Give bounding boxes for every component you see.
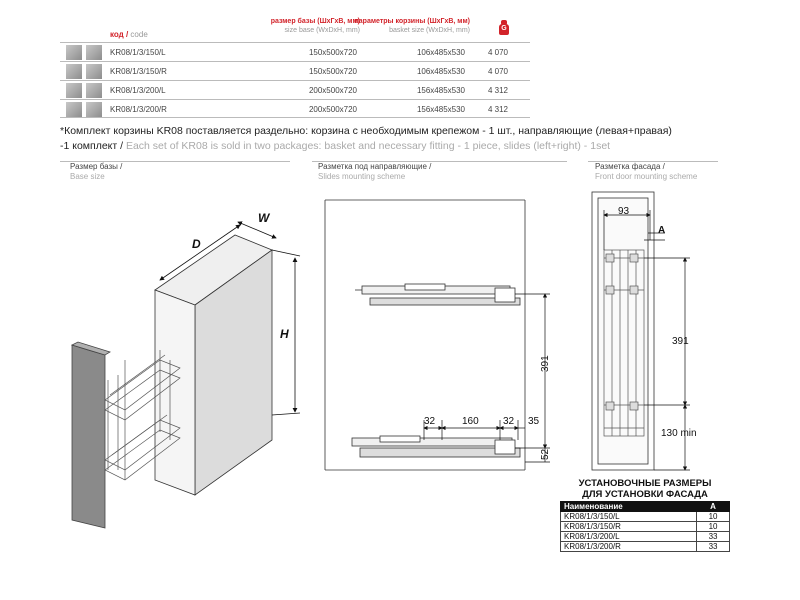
install-name: KR08/1/3/200/R (561, 542, 697, 552)
install-table (560, 501, 730, 552)
install-name: KR08/1/3/150/R (561, 522, 697, 532)
base-header-ru: размер базы (ШхГхВ, мм) (270, 18, 360, 25)
base-size-caption-en: Base size (70, 172, 105, 181)
dim-label-h: H (280, 327, 289, 341)
price-icon-letter: G (501, 25, 507, 32)
basket-header-ru: параметры корзины (ШхГхВ, мм) (354, 18, 470, 25)
note-en: Each set of KR08 is sold in two packages: basket and necessary fitting - 1 piece, slides (left+right) - 1set (125, 140, 611, 152)
code-header-ru: код / (110, 30, 129, 39)
install-a-value: 10 (697, 512, 730, 522)
table-row (561, 522, 730, 532)
install-col-name: Наименование (561, 502, 697, 512)
product-code: KR08/1/3/150/R (110, 67, 167, 76)
basket-header-en: basket size (WxDxH, mm) (389, 27, 470, 34)
base-size: 200x500x720 (308, 86, 357, 95)
install-a-value: 10 (697, 522, 730, 532)
slides-dim-391: 391 (540, 355, 551, 372)
install-a-value: 33 (697, 532, 730, 542)
base-size: 150x500x720 (308, 67, 357, 76)
base-size: 200x500x720 (308, 105, 357, 114)
slides-caption-en: Slides mounting scheme (318, 172, 406, 181)
product-code: KR08/1/3/200/R (110, 105, 167, 114)
basket-size: 106x485x530 (416, 48, 465, 57)
note-ru-line2: -1 комплект / (60, 140, 126, 152)
slides-dim-32-right: 32 (503, 416, 515, 427)
front-dim-391: 391 (672, 336, 689, 347)
slides-caption-ru: Разметка под направляющие / (318, 162, 432, 171)
product-code: KR08/1/3/150/L (110, 48, 166, 57)
install-col-a: A (697, 502, 730, 512)
front-caption-en: Front door mounting scheme (595, 172, 698, 181)
dim-label-w: W (258, 211, 270, 225)
basket-size: 156x485x530 (416, 105, 465, 114)
slides-dim-160: 160 (462, 416, 479, 427)
note-ru-line1: *Комплект корзины KR08 поставляется раздельно: корзина с необходимым крепежом - 1 шт., направляющие (левая+правая) (60, 125, 672, 137)
front-dim-93: 93 (618, 206, 630, 217)
install-a-value: 33 (697, 542, 730, 552)
price: 4 070 (487, 67, 508, 76)
install-name: KR08/1/3/150/L (561, 512, 697, 522)
slides-drawing (325, 200, 550, 470)
base-size-drawing (72, 222, 300, 528)
dim-label-d: D (192, 237, 201, 251)
front-caption-ru: Разметка фасада / (595, 162, 665, 171)
table-row (561, 542, 730, 552)
slides-dim-35: 35 (528, 416, 540, 427)
base-size: 150x500x720 (308, 48, 357, 57)
slides-dim-52: 52 (540, 448, 551, 460)
table-row (561, 512, 730, 522)
front-dim-a: A (658, 225, 666, 236)
table-row (561, 532, 730, 542)
base-size-caption-ru: Размер базы / (70, 162, 123, 171)
price: 4 312 (487, 105, 508, 114)
base-header-en: size base (WxDxH, mm) (284, 27, 360, 34)
slides-dim-32-left: 32 (424, 416, 436, 427)
install-title-line1: УСТАНОВОЧНЫЕ РАЗМЕРЫ (578, 478, 712, 489)
install-name: KR08/1/3/200/L (561, 532, 697, 542)
install-table-title (560, 478, 730, 500)
price: 4 070 (487, 48, 508, 57)
code-header-en: code (128, 30, 148, 39)
basket-size: 156x485x530 (416, 86, 465, 95)
product-code: KR08/1/3/200/L (110, 86, 166, 95)
install-title-line2: ДЛЯ УСТАНОВКИ ФАСАДА (582, 489, 708, 500)
basket-size: 106x485x530 (416, 67, 465, 76)
price: 4 312 (487, 86, 508, 95)
front-dim-130: 130 min (661, 428, 697, 439)
